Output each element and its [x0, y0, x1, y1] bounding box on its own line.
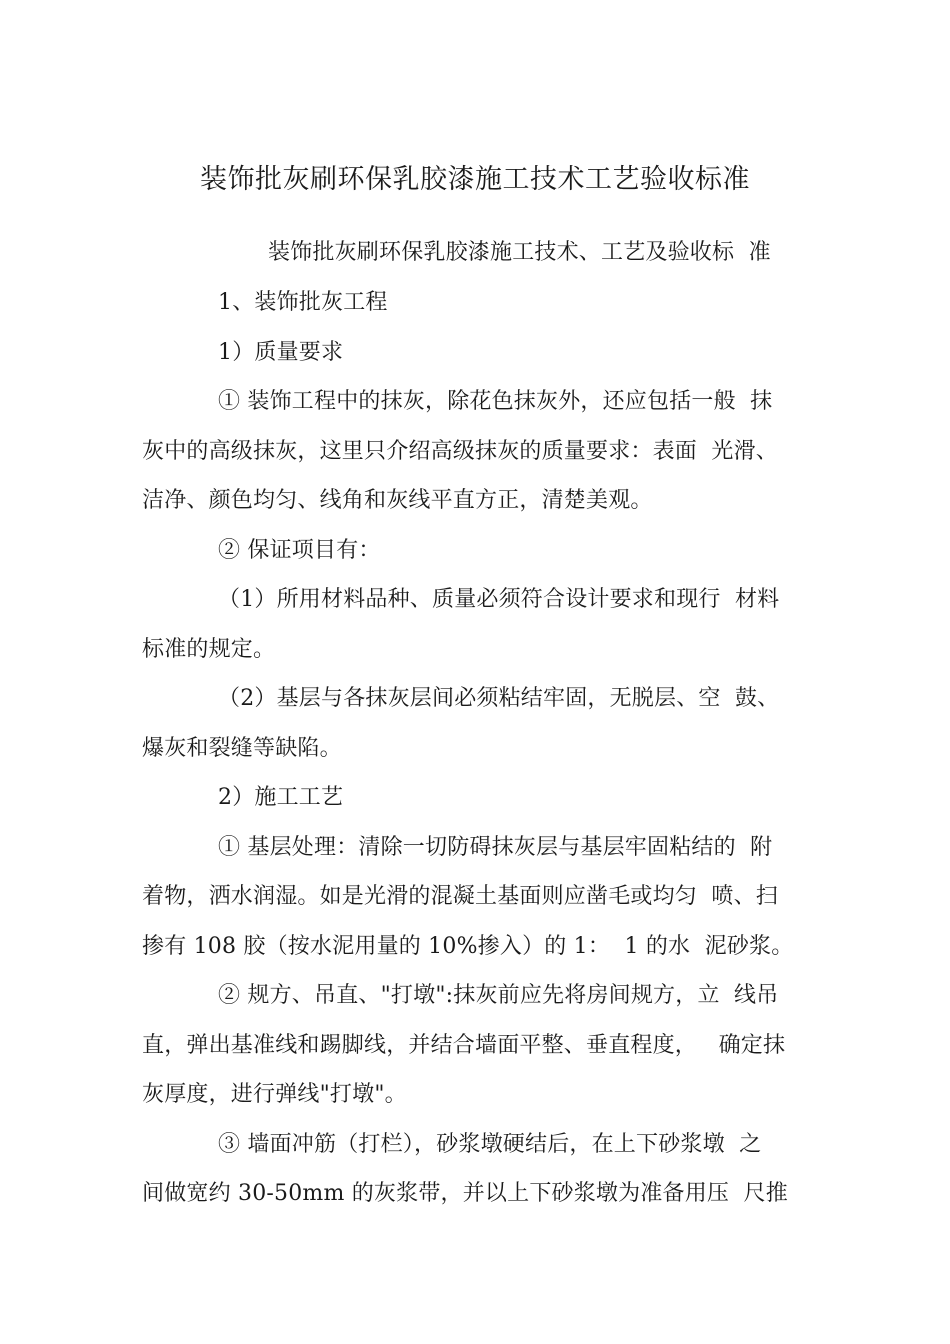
paragraph-line: ③ 墙面冲筋（打栏），砂浆墩硬结后，在上下砂浆墩 之 [218, 1132, 762, 1157]
paragraph-line: 洁净、颜色均匀、线角和灰线平直方正，清楚美观。 [142, 488, 653, 513]
paragraph-line: ② 规方、吊直、"打墩":抹灰前应先将房间规方，立 线吊 [218, 983, 779, 1008]
paragraph-line: ① 装饰工程中的抹灰，除花色抹灰外，还应包括一般 抹 [218, 389, 773, 414]
paragraph-line: ② 保证项目有： [218, 538, 381, 563]
paragraph-line: ① 基层处理：清除一切防碍抹灰层与基层牢固粘结的 附 [218, 835, 773, 860]
subsection-heading: 2）施工工艺 [218, 785, 344, 810]
paragraph-line: （1）所用材料品种、质量必须符合设计要求和现行 材料 [218, 587, 780, 612]
paragraph-line: 灰厚度，进行弹线"打墩"。 [142, 1082, 407, 1107]
paragraph-line: 间做宽约 30-50mm 的灰浆带，并以上下砂浆墩为准备用压 尺推 [142, 1181, 788, 1206]
paragraph-line: 掺有 108 胶（按水泥用量的 10%掺入）的 1： 1 的水 泥砂浆。 [142, 934, 794, 959]
section-heading: 1、装饰批灰工程 [218, 290, 388, 315]
paragraph-line: 灰中的高级抹灰，这里只介绍高级抹灰的质量要求：表面 光滑、 [142, 439, 778, 464]
paragraph-line: （2）基层与各抹灰层间必须粘结牢固，无脱层、空 鼓、 [218, 686, 780, 711]
subsection-heading: 1）质量要求 [218, 340, 344, 365]
paragraph-line: 着物，洒水润湿。如是光滑的混凝土基面则应凿毛或均匀 喷、扫 [142, 884, 778, 909]
paragraph-line: 直，弹出基准线和踢脚线，并结合墙面平整、垂直程度， 确定抹 [142, 1033, 786, 1058]
document-title: 装饰批灰刷环保乳胶漆施工技术工艺验收标准 [200, 164, 750, 195]
document-subtitle: 装饰批灰刷环保乳胶漆施工技术、工艺及验收标 准 [268, 240, 771, 265]
paragraph-line: 标准的规定。 [142, 637, 276, 662]
paragraph-line: 爆灰和裂缝等缺陷。 [142, 736, 342, 761]
